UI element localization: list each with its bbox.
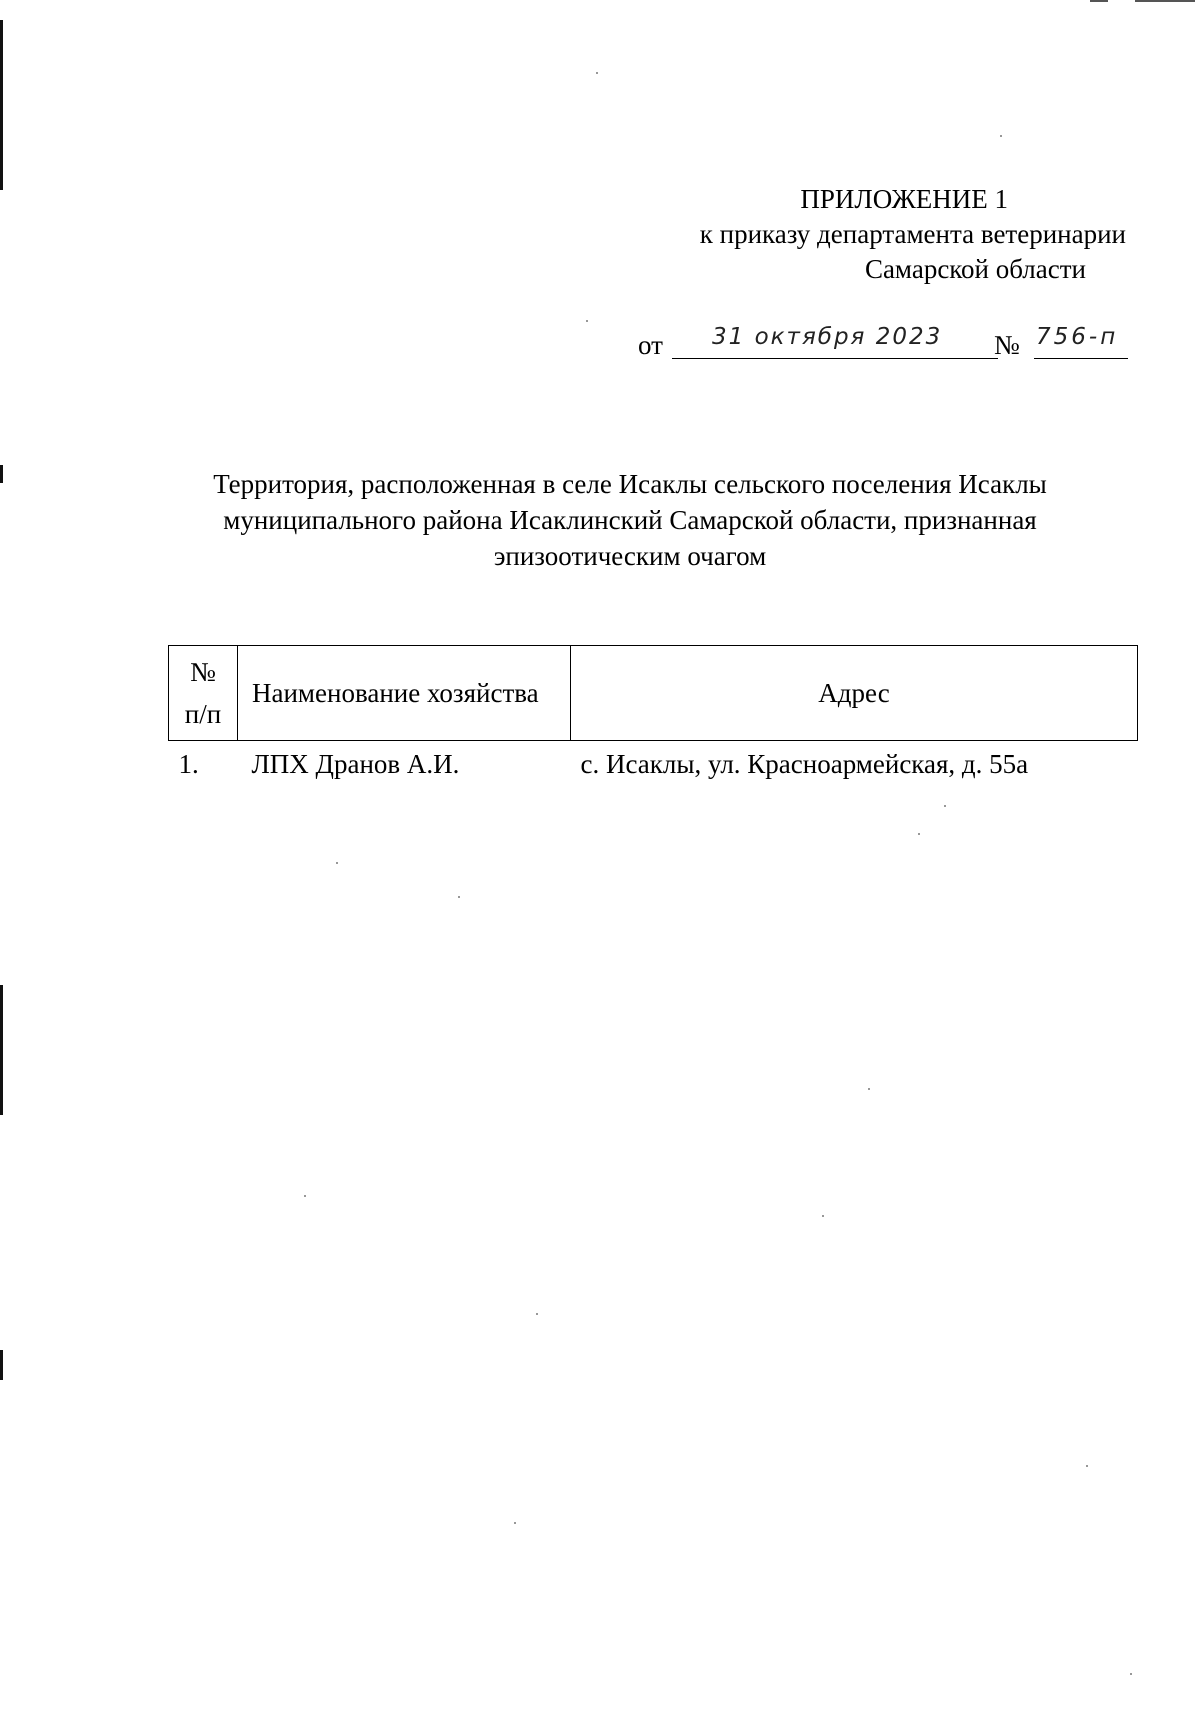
scan-speck: [944, 805, 946, 807]
scan-speck: [304, 1195, 306, 1197]
scan-edge-mark: [0, 465, 3, 483]
scan-speck: [536, 1313, 538, 1315]
annex-region: Самарской области: [864, 254, 1086, 284]
annex-header: [606, 182, 1126, 287]
order-number-field: [1034, 326, 1128, 359]
order-number-label: №: [994, 330, 1020, 360]
table-header-row: [169, 646, 1138, 741]
title-line-3: эпизоотическим очагом: [493, 541, 767, 571]
scan-speck: [822, 1215, 824, 1217]
scan-speck: [336, 862, 338, 864]
table-row: [169, 741, 1138, 790]
scan-speck: [868, 1088, 870, 1090]
header-number-sign: №: [190, 657, 216, 687]
scan-top-mark: [1135, 0, 1195, 2]
scan-speck: [458, 896, 460, 898]
scan-edge-mark: [0, 1350, 3, 1380]
annex-label: ПРИЛОЖЕНИЕ 1: [800, 184, 1008, 214]
scan-speck: [1086, 1465, 1088, 1467]
scan-edge-mark: [0, 20, 3, 190]
order-from-label: от: [638, 330, 663, 360]
scan-speck: [586, 320, 588, 322]
scan-speck: [1000, 135, 1002, 137]
header-number-pp: п/п: [184, 699, 222, 729]
header-number: [169, 646, 238, 741]
scan-speck: [596, 72, 598, 74]
title-line-2: муниципального района Исаклинский Самарской области, признанная: [223, 505, 1037, 535]
order-date-handwritten: 31 октября 2023: [712, 324, 943, 350]
annex-order-reference: к приказу департамента ветеринарии: [699, 219, 1126, 249]
header-farm-name: Наименование хозяйства: [238, 646, 571, 741]
order-date-field: [672, 326, 998, 359]
order-number-handwritten: 756-п: [1036, 324, 1119, 350]
row-farm-name: ЛПХ Дранов А.И.: [251, 749, 460, 779]
farms-table: [168, 645, 1138, 789]
row-address: с. Исаклы, ул. Красноармейская, д. 55а: [580, 749, 1029, 779]
scan-speck: [514, 1522, 516, 1524]
scan-speck: [1130, 1673, 1132, 1675]
scan-edge-mark: [0, 985, 3, 1115]
scan-top-mark: [1090, 0, 1108, 2]
header-address: Адрес: [571, 646, 1138, 741]
order-date-number-line: [638, 326, 1128, 366]
document-title: [150, 466, 1110, 574]
title-line-1: Территория, расположенная в селе Исаклы сельского поселения Исаклы: [213, 469, 1047, 499]
scan-speck: [918, 833, 920, 835]
row-number: 1.: [178, 749, 199, 779]
